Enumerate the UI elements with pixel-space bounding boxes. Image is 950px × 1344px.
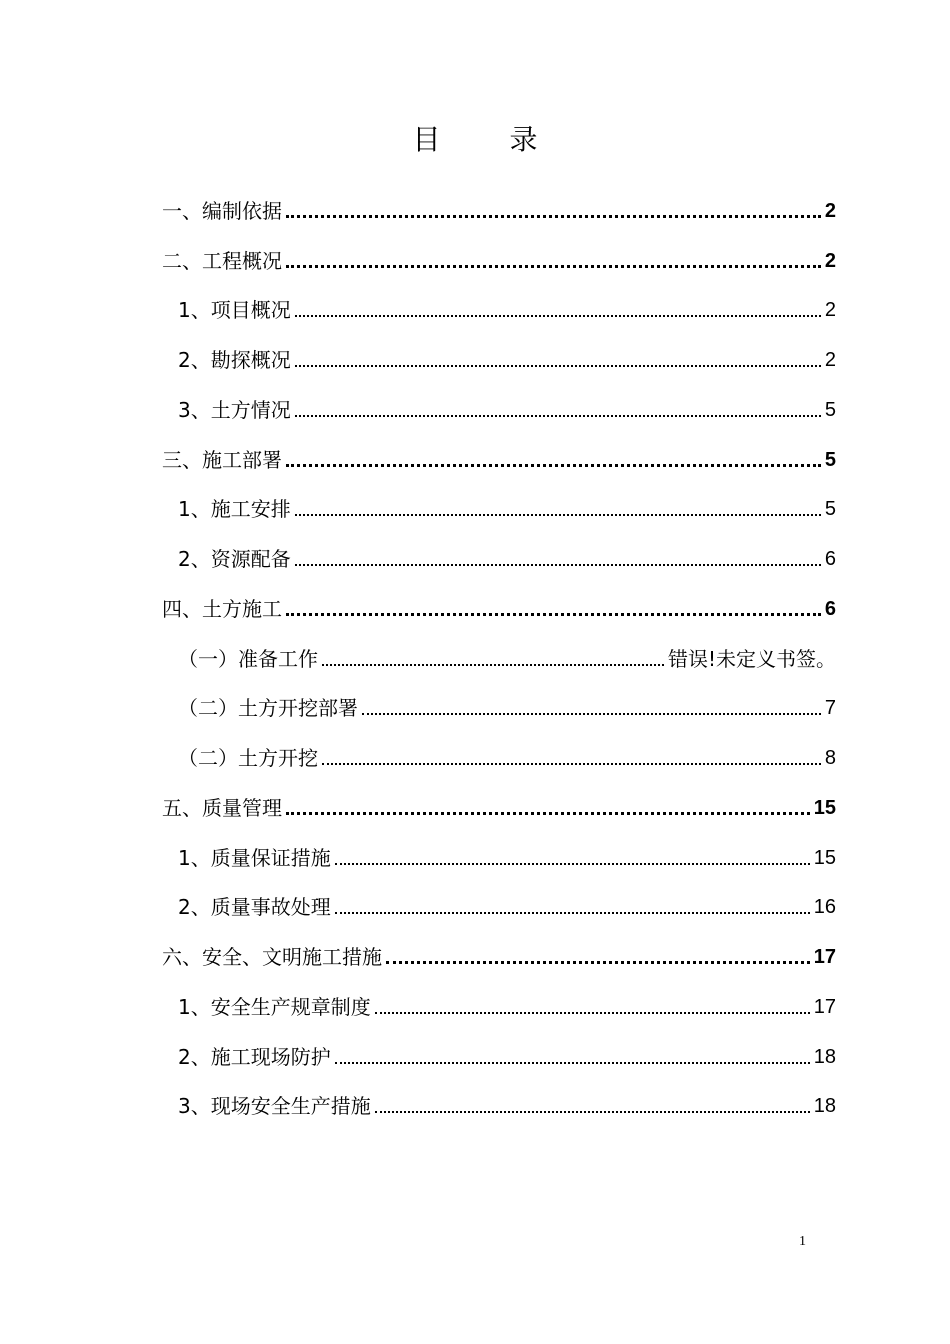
toc-entry-section[interactable] bbox=[0, 435, 950, 485]
toc-dot-leader bbox=[295, 350, 821, 370]
toc-entry-page: 15 bbox=[813, 846, 836, 869]
toc-entry-page: 16 bbox=[813, 896, 836, 919]
toc-entry-section[interactable] bbox=[0, 783, 950, 833]
toc-dot-leader bbox=[386, 947, 810, 967]
toc-entry-label: 1、质量保证措施 bbox=[178, 845, 331, 870]
toc-entry-page: 5 bbox=[824, 398, 836, 421]
toc-dot-leader bbox=[286, 798, 810, 818]
toc-entry-label: 2、勘探概况 bbox=[178, 348, 291, 373]
toc-dot-leader bbox=[322, 649, 664, 669]
toc-entry-label: 1、安全生产规章制度 bbox=[178, 994, 371, 1019]
toc-entry-subsection[interactable] bbox=[0, 534, 950, 584]
toc-entry-page: 5 bbox=[824, 498, 836, 521]
toc-entry-label: 2、施工现场防护 bbox=[178, 1044, 331, 1069]
toc-entry-label: 六、安全、文明施工措施 bbox=[162, 945, 382, 970]
toc-entry-label: （二）土方开挖部署 bbox=[178, 696, 358, 721]
toc-entry-page: 2 bbox=[824, 249, 836, 272]
toc-entry-subsection[interactable] bbox=[0, 385, 950, 435]
toc-entry-label: 一、编制依据 bbox=[162, 198, 282, 223]
toc-dot-leader bbox=[295, 300, 821, 320]
toc-entry-label: 四、土方施工 bbox=[162, 596, 282, 621]
toc-title: 目 录 bbox=[412, 123, 568, 156]
toc-entry-subsection[interactable] bbox=[0, 286, 950, 336]
toc-entry-subsection[interactable] bbox=[0, 1082, 950, 1132]
toc-entry-page: 5 bbox=[824, 448, 836, 471]
toc-entry-subsection[interactable] bbox=[0, 733, 950, 783]
toc-entry-label: 3、土方情况 bbox=[178, 397, 291, 422]
toc-entry-page: 17 bbox=[813, 946, 836, 969]
toc-entry-subsection[interactable] bbox=[0, 1032, 950, 1082]
toc-entry-page: 18 bbox=[813, 1045, 836, 1068]
toc-entry-label: （一）准备工作 bbox=[178, 646, 318, 671]
table-of-contents bbox=[0, 186, 950, 1131]
toc-entry-page: 17 bbox=[813, 995, 836, 1018]
toc-entry-page: 15 bbox=[813, 796, 836, 819]
toc-entry-label: （二）土方开挖 bbox=[178, 746, 318, 771]
toc-entry-label: 五、质量管理 bbox=[162, 795, 282, 820]
toc-entry-page: 2 bbox=[824, 299, 836, 322]
toc-entry-section[interactable] bbox=[0, 932, 950, 982]
toc-entry-label: 3、现场安全生产措施 bbox=[178, 1094, 371, 1119]
toc-entry-subsection[interactable] bbox=[0, 684, 950, 734]
toc-dot-leader bbox=[335, 848, 810, 868]
toc-entry-page: 2 bbox=[824, 199, 836, 222]
toc-entry-label: 2、质量事故处理 bbox=[178, 895, 331, 920]
toc-entry-subsection[interactable] bbox=[0, 485, 950, 535]
toc-entry-subsection[interactable] bbox=[0, 883, 950, 933]
toc-entry-subsection[interactable] bbox=[0, 833, 950, 883]
toc-dot-leader bbox=[286, 201, 821, 221]
page-number: 1 bbox=[799, 1234, 806, 1249]
toc-dot-leader bbox=[295, 499, 821, 519]
toc-entry-page: 7 bbox=[824, 697, 836, 720]
toc-dot-leader bbox=[295, 549, 821, 569]
toc-entry-page: 6 bbox=[824, 548, 836, 571]
toc-entry-label: 1、施工安排 bbox=[178, 497, 291, 522]
toc-dot-leader bbox=[286, 251, 821, 271]
toc-dot-leader bbox=[286, 450, 821, 470]
toc-dot-leader bbox=[375, 1096, 810, 1116]
toc-entry-section[interactable] bbox=[0, 584, 950, 634]
toc-dot-leader bbox=[286, 599, 821, 619]
toc-entry-label: 三、施工部署 bbox=[162, 447, 282, 472]
toc-entry-page: 2 bbox=[824, 349, 836, 372]
toc-entry-section[interactable] bbox=[0, 186, 950, 236]
toc-entry-label: 2、资源配备 bbox=[178, 547, 291, 572]
toc-entry-page: 错误!未定义书签。 bbox=[667, 646, 836, 671]
toc-dot-leader bbox=[295, 400, 821, 420]
toc-entry-label: 二、工程概况 bbox=[162, 248, 282, 273]
toc-entry-page: 18 bbox=[813, 1095, 836, 1118]
toc-dot-leader bbox=[322, 748, 821, 768]
toc-entry-page: 8 bbox=[824, 747, 836, 770]
toc-entry-subsection[interactable] bbox=[0, 634, 950, 684]
toc-entry-subsection[interactable] bbox=[0, 335, 950, 385]
toc-dot-leader bbox=[335, 897, 810, 917]
toc-entry-label: 1、项目概况 bbox=[178, 298, 291, 323]
toc-entry-subsection[interactable] bbox=[0, 982, 950, 1032]
toc-dot-leader bbox=[335, 1047, 810, 1067]
toc-entry-section[interactable] bbox=[0, 236, 950, 286]
toc-dot-leader bbox=[375, 997, 810, 1017]
toc-entry-page: 6 bbox=[824, 597, 836, 620]
toc-dot-leader bbox=[362, 698, 821, 718]
